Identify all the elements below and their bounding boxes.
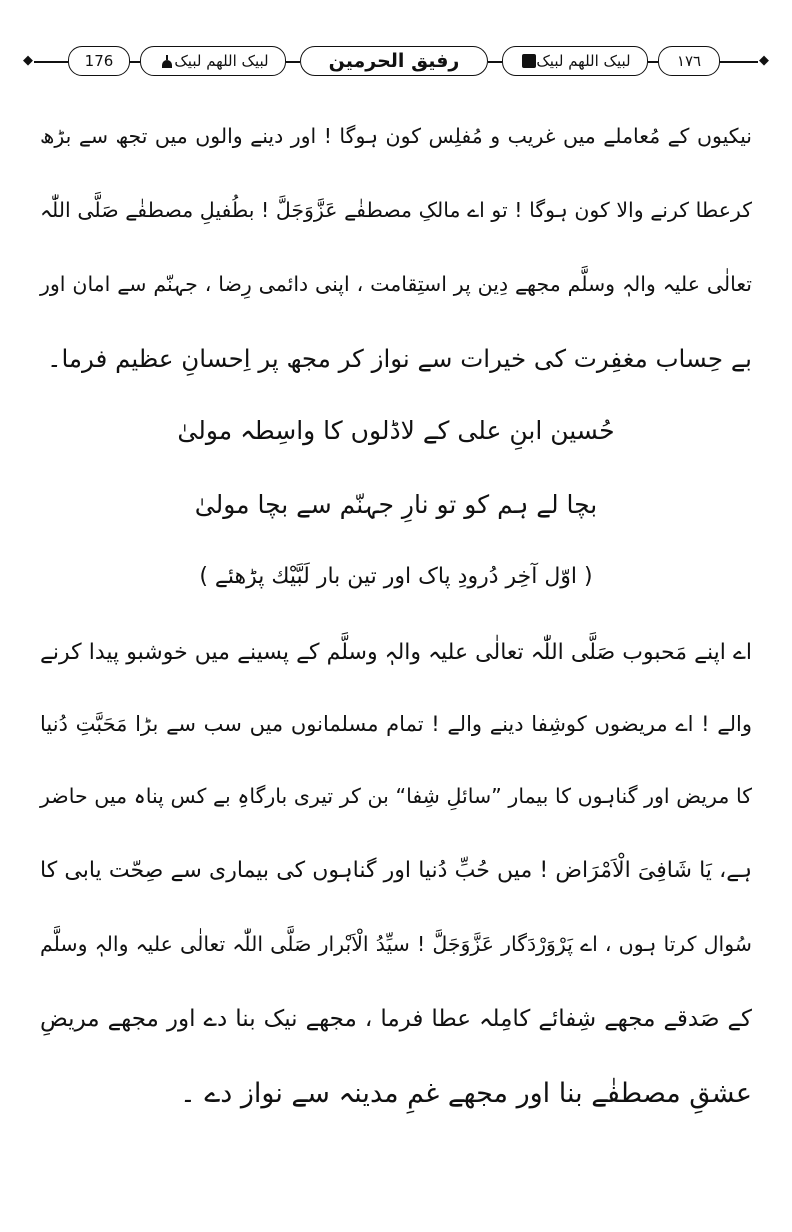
header-rule [286,61,300,63]
kaaba-icon [522,54,536,68]
header-rule [720,61,758,63]
page-number-latin: 176 [68,46,130,76]
header-rule [34,61,68,63]
header-title: رفیق الحرمین [300,46,488,76]
paragraph-1-line-2: کرعطا کرنے والا کون ہوگا ! تو اے مالکِ مصطفٰے عَزَّوَجَلَّ ! بطُفیلِ مصطفٰے صَلَّی اللّٰہ [40,198,752,222]
paragraph-2-line-2: والے ! اے مریضوں کوشِفا دینے والے ! تمام مسلمانوں میں سب سے بڑا مَحَبَّتِ دُنیا [40,712,752,736]
paragraph-2-line-4: ہے، یَا شَافِیَ الْاَمْرَاض ! میں حُبِّ دُنیا اور گناہوں کی بیماری سے صِحّت یابی کا [40,858,752,883]
header-rule [488,61,502,63]
green-dome-icon [160,55,174,68]
paragraph-2-line-1: اے اپنے مَحبوب صَلَّی اللّٰہ تعالٰی علیہ والہٖ وسلَّم کے پسینے میں خوشبو پیدا کرنے [40,640,752,665]
paragraph-2-line-3: کا مریض اور گناہوں کا بیمار ”سائلِ شِفا“ بن کر تیری بارگاہِ بے کس پناہ میں حاضر [40,784,752,808]
header-label-left [140,46,286,76]
page-header [22,44,770,80]
diamond-ornament-icon: ◆ [759,53,769,68]
page-number-arabic: ١٧٦ [658,46,720,76]
header-rule [130,61,140,63]
header-label-left-text: لبیک اللھم لبیک [174,51,269,70]
paragraph-1-line-4: بے حِساب مغفِرت کی خیرات سے نواز کر مجھ پر اِحسانِ عظیم فرما۔ [47,344,752,373]
paragraph-2-line-7: عشقِ مصطفٰے بنا اور مجھے غمِ مدینہ سے نواز دے ۔ [180,1078,752,1109]
header-rule [648,61,658,63]
couplet-line-1: حُسین ابنِ علی کے لاڈلوں کا واسِطہ مولیٰ [177,416,615,445]
instruction-note: ( اوّل آخِر دُرودِ پاک اور تین بار لَبَّیْك پڑھئے ) [199,564,593,589]
couplet-line-2: بچا لے ہم کو تو نارِ جہنّم سے بچا مولیٰ [194,490,598,519]
paragraph-1-line-3: تعالٰی علیہ والہٖ وسلَّم مجھے دِین پر استِقامت ، اپنی دائمی رِضا ، جہنّم سے امان اور [40,272,752,296]
paragraph-2-line-5: سُوال کرتا ہوں ، اے پَرْوَرْدَگار عَزَّوَجَلَّ ! سیِّدُ الْاَبْرار صَلَّی اللّٰہ تعالٰی علیہ والہٖ وسلَّم [40,932,752,956]
diamond-ornament-icon: ◆ [23,53,33,68]
paragraph-2-line-6: کے صَدقے مجھے شِفائے کامِلہ عطا فرما ، مجھے نیک بنا دے اور مجھے مریضِ [40,1006,752,1032]
header-label-right [502,46,648,76]
paragraph-1-line-1: نیکیوں کے مُعاملے میں غریب و مُفلِس کون ہوگا ! اور دینے والوں میں تجھ سے بڑھ [40,124,752,148]
header-label-right-text: لبیک اللھم لبیک [536,51,631,70]
